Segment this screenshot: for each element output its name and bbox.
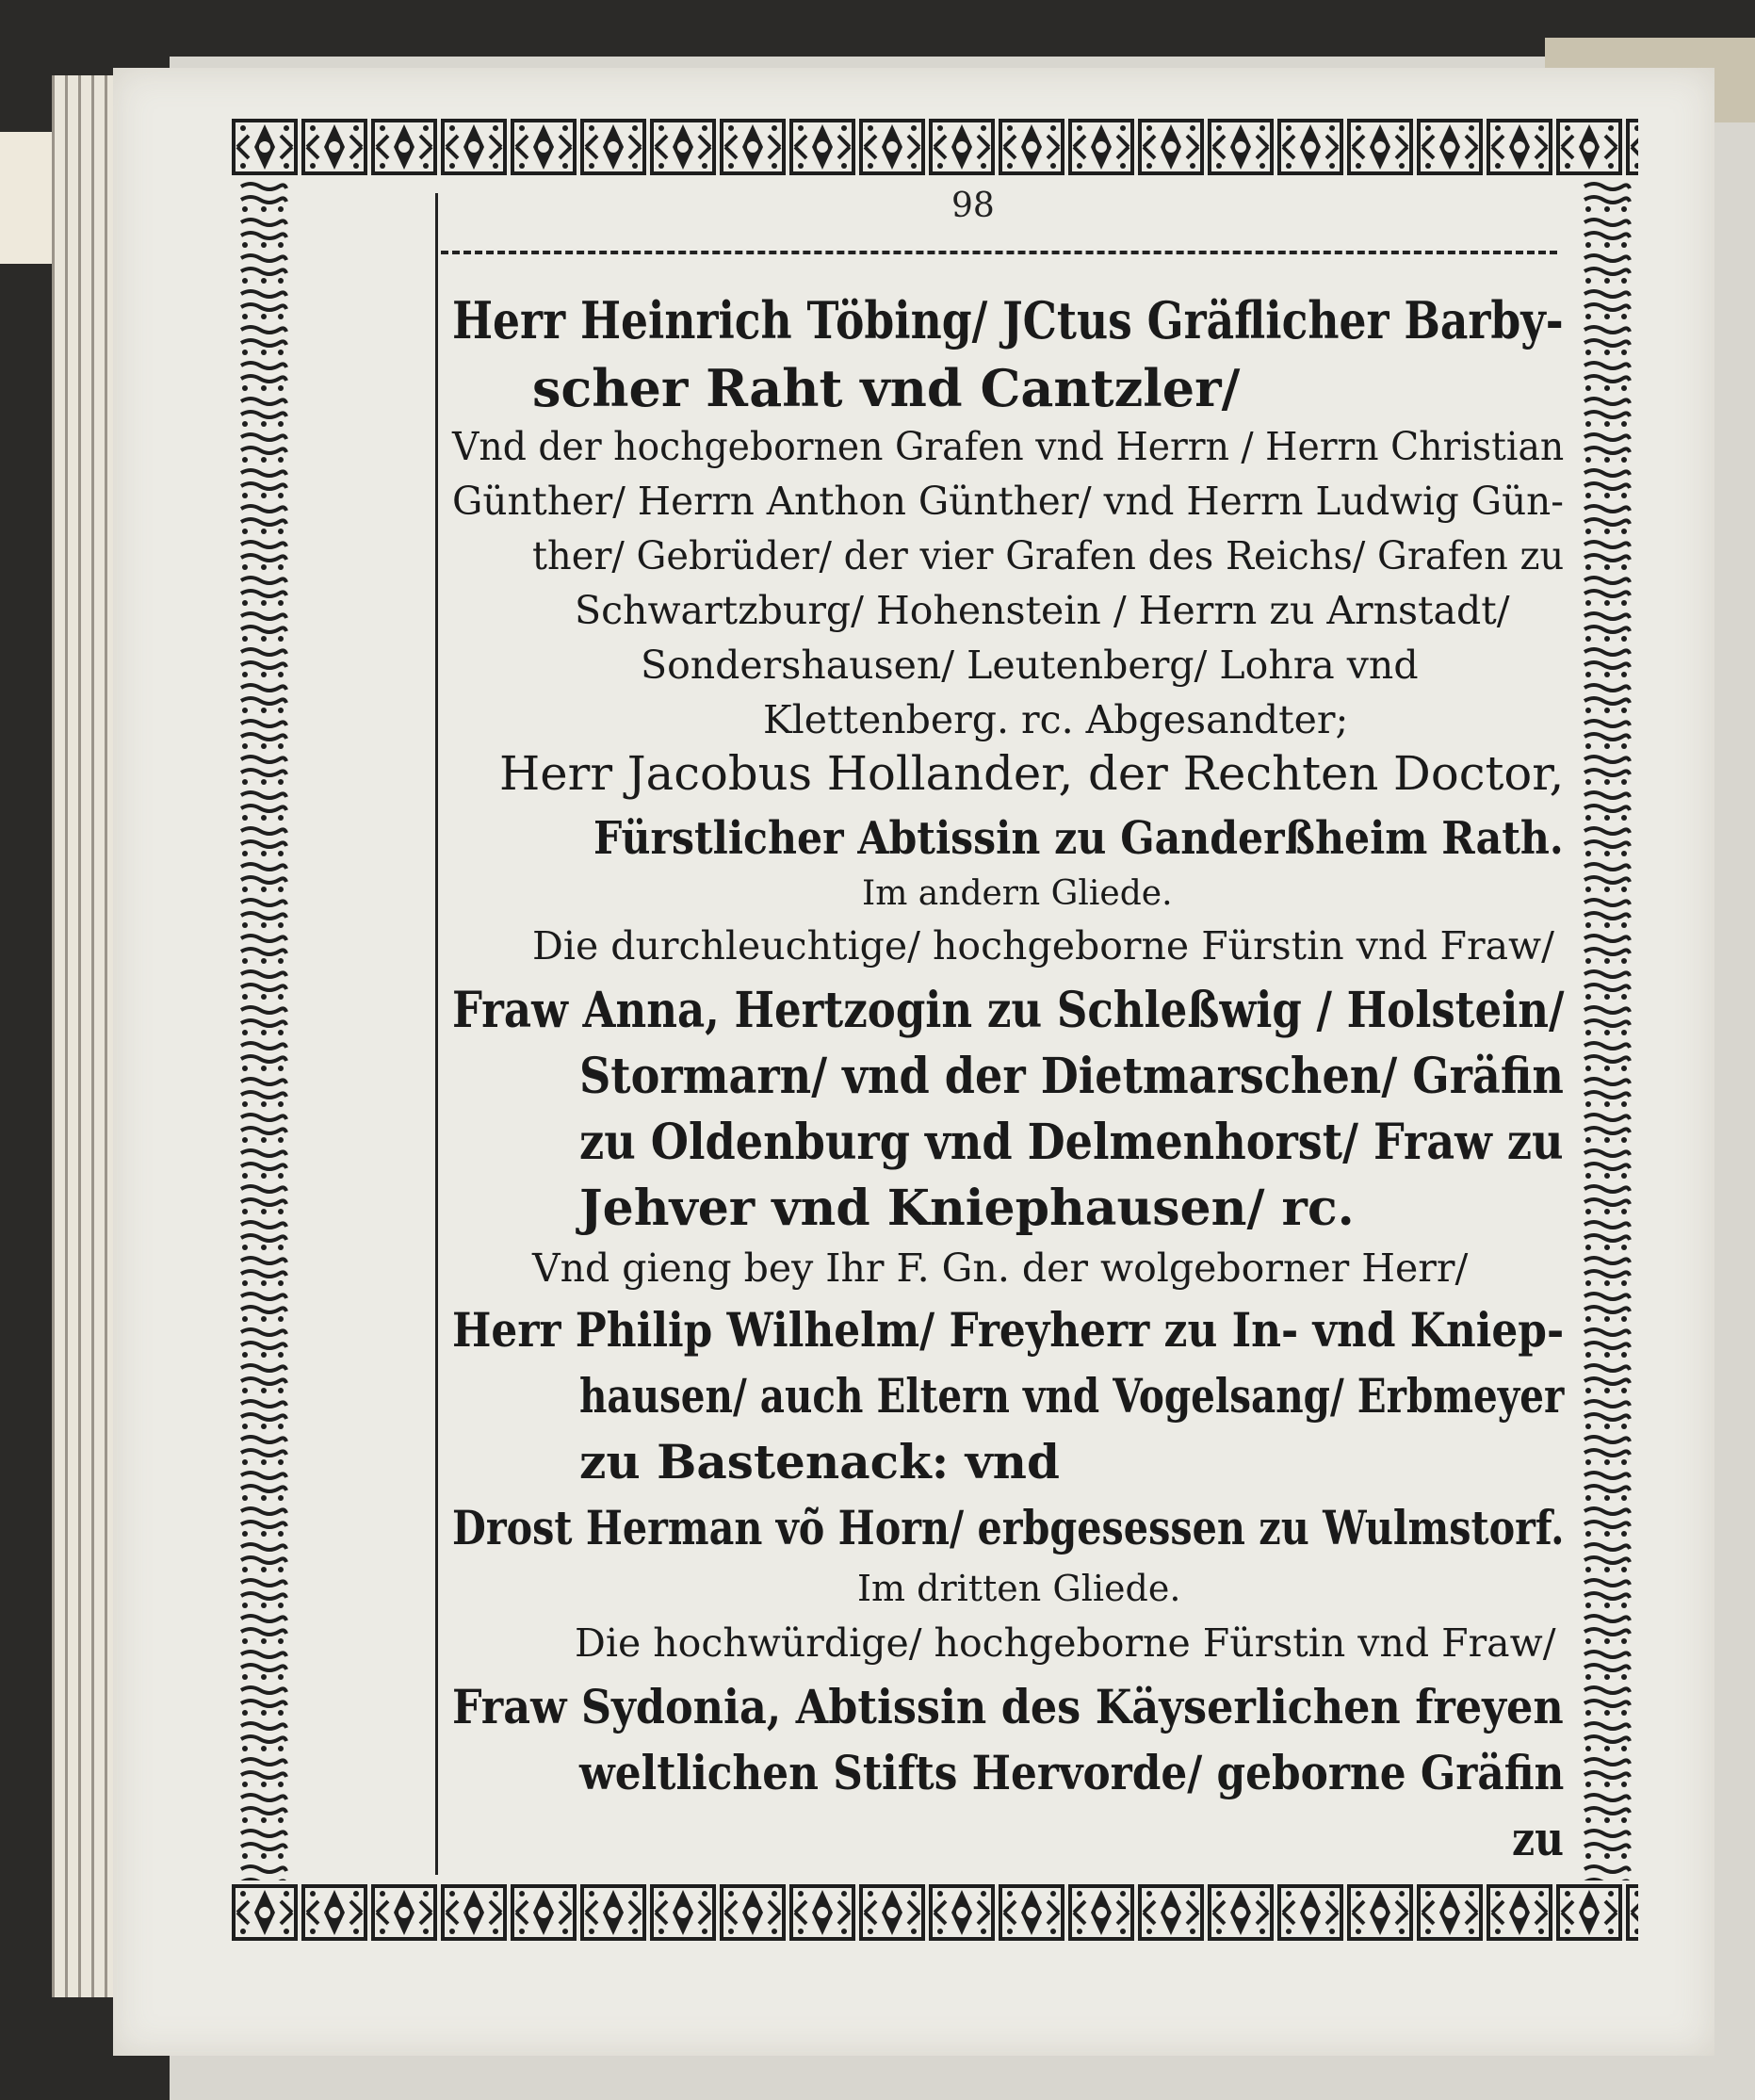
text-line: Klettenberg. rc. Abgesandter; xyxy=(763,697,1349,742)
ornament-tile xyxy=(236,823,290,859)
ornament-tile xyxy=(236,1790,290,1826)
ornament-tile xyxy=(648,115,718,179)
text-line: Die durchleuchtige/ hochgeborne Fürstin vnd Fraw/ xyxy=(532,923,1554,969)
text-line: Fraw Sydonia, Abtissin des Käyserlichen freyen xyxy=(452,1679,1564,1734)
ornament-tile xyxy=(1579,1217,1633,1253)
text-line: scher Raht vnd Cantzler/ xyxy=(532,358,1241,418)
ornament-tile xyxy=(236,1110,290,1146)
ornament-tile xyxy=(236,931,290,967)
text-line: Herr Jacobus Hollander, der Rechten Doctor, xyxy=(499,746,1565,801)
ornament-tile xyxy=(788,115,857,179)
ornament-tile xyxy=(1624,115,1638,179)
ornament-tile xyxy=(857,115,927,179)
ornament-tile xyxy=(1579,1683,1633,1718)
ornament-tile xyxy=(509,1880,578,1945)
text-line: Günther/ Herrn Anthon Günther/ vnd Herrn Ludwig Gün- xyxy=(452,479,1564,524)
ornament-tile xyxy=(1579,680,1633,716)
ornament-tile xyxy=(1579,1539,1633,1575)
text-line: Stormarn/ vnd der Dietmarschen/ Gräfin xyxy=(579,1048,1564,1105)
ornament-tile xyxy=(1579,716,1633,752)
ornament-tile xyxy=(236,1718,290,1754)
header-rule xyxy=(441,251,1557,254)
ornament-tile xyxy=(439,1880,509,1945)
ornament-tile xyxy=(1579,179,1633,215)
ornament-tile xyxy=(1415,115,1485,179)
ornament-tile xyxy=(369,1880,439,1945)
ornament-tile xyxy=(236,788,290,823)
ornament-tile xyxy=(578,1880,648,1945)
ornament-tile xyxy=(1579,1074,1633,1110)
ornament-tile xyxy=(648,1880,718,1945)
ornament-tile xyxy=(1136,115,1206,179)
ornament-tile xyxy=(1579,286,1633,322)
ornament-tile xyxy=(1624,1880,1638,1945)
ornament-tile xyxy=(236,1862,290,1880)
ornament-tile xyxy=(1579,1575,1633,1611)
ornament-tile xyxy=(718,1880,788,1945)
ornament-border-top xyxy=(230,115,1638,179)
text-line: Vnd der hochgebornen Grafen vnd Herrn / Herrn Christian xyxy=(452,424,1565,469)
ornament-tile xyxy=(1579,823,1633,859)
ornament-tile xyxy=(236,179,290,215)
ornament-tile xyxy=(1579,1002,1633,1038)
ornament-tile xyxy=(1579,1468,1633,1504)
ornament-tile xyxy=(1579,430,1633,465)
ornament-tile xyxy=(230,1880,300,1945)
ornament-tile xyxy=(236,1038,290,1074)
ornament-tile xyxy=(236,1217,290,1253)
text-line: hausen/ auch Eltern vnd Vogelsang/ Erbmeyer xyxy=(579,1368,1565,1424)
ornament-tile xyxy=(236,430,290,465)
ornament-tile xyxy=(1579,501,1633,537)
ornament-tile xyxy=(1579,644,1633,680)
ornament-tile xyxy=(509,115,578,179)
ornament-tile xyxy=(236,1074,290,1110)
ornament-tile xyxy=(236,895,290,931)
ornament-tile xyxy=(1579,1038,1633,1074)
text-line: Fürstlicher Abtissin zu Ganderßheim Rath. xyxy=(593,812,1564,865)
ornament-tile xyxy=(236,1325,290,1360)
ornament-tile xyxy=(236,609,290,644)
ornament-tile xyxy=(236,1432,290,1468)
text-line: Vnd gieng bey Ihr F. Gn. der wolgeborner Herr/ xyxy=(532,1245,1469,1291)
ornament-tile xyxy=(1485,1880,1554,1945)
ornament-tile xyxy=(1579,1181,1633,1217)
ornament-tile xyxy=(1345,115,1415,179)
ornament-tile xyxy=(236,1504,290,1539)
ornament-tile xyxy=(1066,115,1136,179)
ornament-tile xyxy=(236,1575,290,1611)
ornament-tile xyxy=(236,1826,290,1862)
text-line: Die hochwürdige/ hochgeborne Fürstin vnd Fraw/ xyxy=(575,1620,1556,1666)
text-line: zu xyxy=(1512,1811,1564,1866)
ornament-tile xyxy=(1066,1880,1136,1945)
text-line: Im andern Gliede. xyxy=(862,874,1173,913)
text-line: zu Bastenack: vnd xyxy=(579,1434,1060,1490)
ornament-tile xyxy=(236,859,290,895)
ornament-tile xyxy=(1206,1880,1276,1945)
ornament-tile xyxy=(1579,465,1633,501)
ornament-tile xyxy=(1579,1432,1633,1468)
ornament-tile xyxy=(997,1880,1066,1945)
ornament-tile xyxy=(1579,1360,1633,1396)
ornament-tile xyxy=(236,215,290,251)
ornament-tile xyxy=(300,1880,369,1945)
ornament-tile xyxy=(236,1146,290,1181)
text-line: Jehver vnd Kniephausen/ rc. xyxy=(579,1180,1355,1237)
ornament-tile xyxy=(718,115,788,179)
column-rule xyxy=(435,193,438,1875)
ornament-tile xyxy=(1554,1880,1624,1945)
ornament-tile xyxy=(1579,358,1633,394)
ornament-tile xyxy=(1579,322,1633,358)
ornament-tile xyxy=(236,465,290,501)
ornament-tile xyxy=(236,716,290,752)
ornament-tile xyxy=(1136,1880,1206,1945)
ornament-tile xyxy=(236,1683,290,1718)
background-dark-top xyxy=(0,0,1755,57)
ornament-tile xyxy=(927,115,997,179)
text-line: Im dritten Gliede. xyxy=(857,1568,1181,1609)
ornament-tile xyxy=(1579,537,1633,573)
ornament-tile xyxy=(236,537,290,573)
ornament-border-left xyxy=(236,179,290,1880)
ornament-tile xyxy=(236,1396,290,1432)
text-line: Sondershausen/ Leutenberg/ Lohra vnd xyxy=(641,643,1419,688)
ornament-tile xyxy=(1579,251,1633,286)
ornament-tile xyxy=(236,394,290,430)
ornament-tile xyxy=(236,967,290,1002)
text-line: Herr Heinrich Töbing/ JCtus Gräflicher Barby- xyxy=(452,290,1564,350)
ornament-tile xyxy=(1345,1880,1415,1945)
ornament-tile xyxy=(236,322,290,358)
ornament-tile xyxy=(236,680,290,716)
ornament-tile xyxy=(1579,1611,1633,1647)
ornament-tile xyxy=(1579,788,1633,823)
ornament-tile xyxy=(236,1539,290,1575)
ornament-tile xyxy=(1554,115,1624,179)
ornament-tile xyxy=(1579,859,1633,895)
ornament-tile xyxy=(997,115,1066,179)
ornament-tile xyxy=(236,1468,290,1504)
ornament-tile xyxy=(236,1253,290,1289)
ornament-tile xyxy=(1579,1862,1633,1880)
ornament-tile xyxy=(1579,1718,1633,1754)
ornament-tile xyxy=(300,115,369,179)
ornament-tile xyxy=(1579,895,1633,931)
ornament-tile xyxy=(1579,1754,1633,1790)
ornament-tile xyxy=(578,115,648,179)
ornament-border-bottom xyxy=(230,1880,1638,1945)
ornament-tile xyxy=(230,115,300,179)
ornament-tile xyxy=(236,286,290,322)
ornament-tile xyxy=(236,358,290,394)
ornament-tile xyxy=(1579,1110,1633,1146)
ornament-tile xyxy=(927,1880,997,1945)
ornament-tile xyxy=(1579,1826,1633,1862)
ornament-tile xyxy=(1579,1396,1633,1432)
ornament-tile xyxy=(1579,1504,1633,1539)
ornament-tile xyxy=(236,752,290,788)
ornament-tile xyxy=(1579,1289,1633,1325)
ornament-tile xyxy=(1206,115,1276,179)
text-line: zu Oldenburg vnd Delmenhorst/ Fraw zu xyxy=(579,1114,1564,1171)
ornament-tile xyxy=(1579,967,1633,1002)
ornament-tile xyxy=(236,251,290,286)
ornament-tile xyxy=(1276,1880,1345,1945)
ornament-tile xyxy=(1579,609,1633,644)
ornament-tile xyxy=(236,1647,290,1683)
text-line: Herr Philip Wilhelm/ Freyherr zu In- vnd Kniep- xyxy=(452,1302,1565,1358)
ornament-border-right xyxy=(1579,179,1633,1880)
ornament-tile xyxy=(1579,752,1633,788)
ornament-tile xyxy=(236,501,290,537)
ornament-tile xyxy=(236,1754,290,1790)
ornament-tile xyxy=(236,573,290,609)
page-number: 98 xyxy=(951,187,995,225)
text-line: Fraw Anna, Hertzogin zu Schleßwig / Holstein/ xyxy=(452,982,1565,1039)
ornament-tile xyxy=(1579,1325,1633,1360)
ornament-tile xyxy=(236,644,290,680)
ornament-tile xyxy=(1579,931,1633,967)
ornament-tile xyxy=(788,1880,857,1945)
ornament-tile xyxy=(1415,1880,1485,1945)
ornament-tile xyxy=(857,1880,927,1945)
ornament-tile xyxy=(236,1611,290,1647)
ornament-tile xyxy=(1579,394,1633,430)
ornament-tile xyxy=(1485,115,1554,179)
ornament-tile xyxy=(1579,1790,1633,1826)
text-line: ther/ Gebrüder/ der vier Grafen des Reichs/ Grafen zu xyxy=(532,533,1565,578)
ornament-tile xyxy=(1276,115,1345,179)
ornament-tile xyxy=(1579,573,1633,609)
ornament-tile xyxy=(236,1360,290,1396)
ornament-tile xyxy=(1579,215,1633,251)
ornament-tile xyxy=(236,1002,290,1038)
ornament-tile xyxy=(236,1289,290,1325)
text-line: Drost Herman võ Horn/ erbgesessen zu Wulmstorf. xyxy=(452,1500,1565,1555)
ornament-tile xyxy=(1579,1146,1633,1181)
ornament-tile xyxy=(1579,1647,1633,1683)
text-line: Schwartzburg/ Hohenstein / Herrn zu Arnstadt/ xyxy=(575,588,1510,633)
ornament-tile xyxy=(1579,1253,1633,1289)
ornament-tile xyxy=(236,1181,290,1217)
ornament-tile xyxy=(439,115,509,179)
text-line: weltlichen Stifts Hervorde/ geborne Gräfin xyxy=(579,1745,1565,1800)
ornament-tile xyxy=(369,115,439,179)
